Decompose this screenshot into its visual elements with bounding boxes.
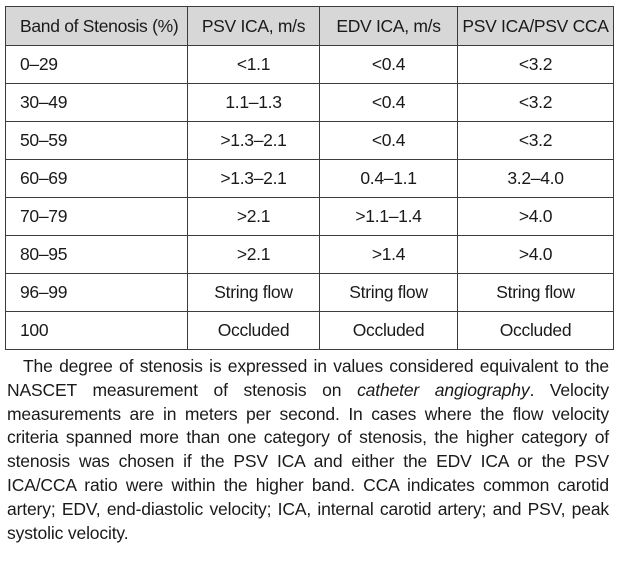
table-row xyxy=(6,236,614,274)
stenosis-criteria-table xyxy=(5,6,614,350)
cell-psv-ratio: 3.2–4.0 xyxy=(458,160,614,198)
cell-psv-ratio: <3.2 xyxy=(458,122,614,160)
cell-psv-ratio: String flow xyxy=(458,274,614,312)
cell-band: 30–49 xyxy=(6,84,188,122)
cell-band: 70–79 xyxy=(6,198,188,236)
cell-psv-ica: >2.1 xyxy=(188,198,320,236)
table-header xyxy=(6,7,614,46)
table-row xyxy=(6,274,614,312)
cell-psv-ica: Occluded xyxy=(188,312,320,350)
cell-edv-ica: >1.1–1.4 xyxy=(320,198,458,236)
header-edv-ica: EDV ICA, m/s xyxy=(320,7,458,46)
cell-psv-ica: <1.1 xyxy=(188,46,320,84)
table-body xyxy=(6,46,614,350)
cell-edv-ica: >1.4 xyxy=(320,236,458,274)
cell-band: 96–99 xyxy=(6,274,188,312)
footnote-text-start: The degree of stenosis is expressed in values considered equivalent to the NASCET measurement of stenosis on xyxy=(7,356,609,400)
header-row xyxy=(6,7,614,46)
cell-psv-ratio: <3.2 xyxy=(458,46,614,84)
cell-psv-ratio: >4.0 xyxy=(458,198,614,236)
cell-band: 80–95 xyxy=(6,236,188,274)
cell-edv-ica: <0.4 xyxy=(320,46,458,84)
table-row xyxy=(6,122,614,160)
table-row xyxy=(6,312,614,350)
cell-band: 60–69 xyxy=(6,160,188,198)
header-psv-ica: PSV ICA, m/s xyxy=(188,7,320,46)
cell-edv-ica: <0.4 xyxy=(320,84,458,122)
cell-edv-ica: Occluded xyxy=(320,312,458,350)
cell-band: 50–59 xyxy=(6,122,188,160)
cell-psv-ratio: Occluded xyxy=(458,312,614,350)
cell-psv-ratio: <3.2 xyxy=(458,84,614,122)
cell-edv-ica: 0.4–1.1 xyxy=(320,160,458,198)
table-row xyxy=(6,46,614,84)
cell-psv-ica: 1.1–1.3 xyxy=(188,84,320,122)
footnote-text-end: . Velocity measurements are in meters per second. In cases where the flow velocity criteria spanned more than one category of stenosis, the higher category of stenosis was chosen if the PSV ICA and either the EDV ICA or the PSV ICA/CCA ratio were within the higher band. CCA indicates common carotid artery; EDV, end-diastolic velocity; ICA, internal carotid artery; and PSV, peak systolic velocity. xyxy=(7,379,609,543)
table-row xyxy=(6,84,614,122)
cell-band: 100 xyxy=(6,312,188,350)
table-footnote xyxy=(5,355,613,545)
cell-psv-ratio: >4.0 xyxy=(458,236,614,274)
table-row xyxy=(6,160,614,198)
header-psv-ratio: PSV ICA/PSV CCA xyxy=(458,7,614,46)
cell-psv-ica: >1.3–2.1 xyxy=(188,122,320,160)
cell-psv-ica: >2.1 xyxy=(188,236,320,274)
cell-band: 0–29 xyxy=(6,46,188,84)
header-band-of-stenosis: Band of Stenosis (%) xyxy=(6,7,188,46)
table-row xyxy=(6,198,614,236)
cell-edv-ica: String flow xyxy=(320,274,458,312)
cell-edv-ica: <0.4 xyxy=(320,122,458,160)
cell-psv-ica: String flow xyxy=(188,274,320,312)
cell-psv-ica: >1.3–2.1 xyxy=(188,160,320,198)
footnote-italic-term: catheter angiography xyxy=(357,379,530,400)
